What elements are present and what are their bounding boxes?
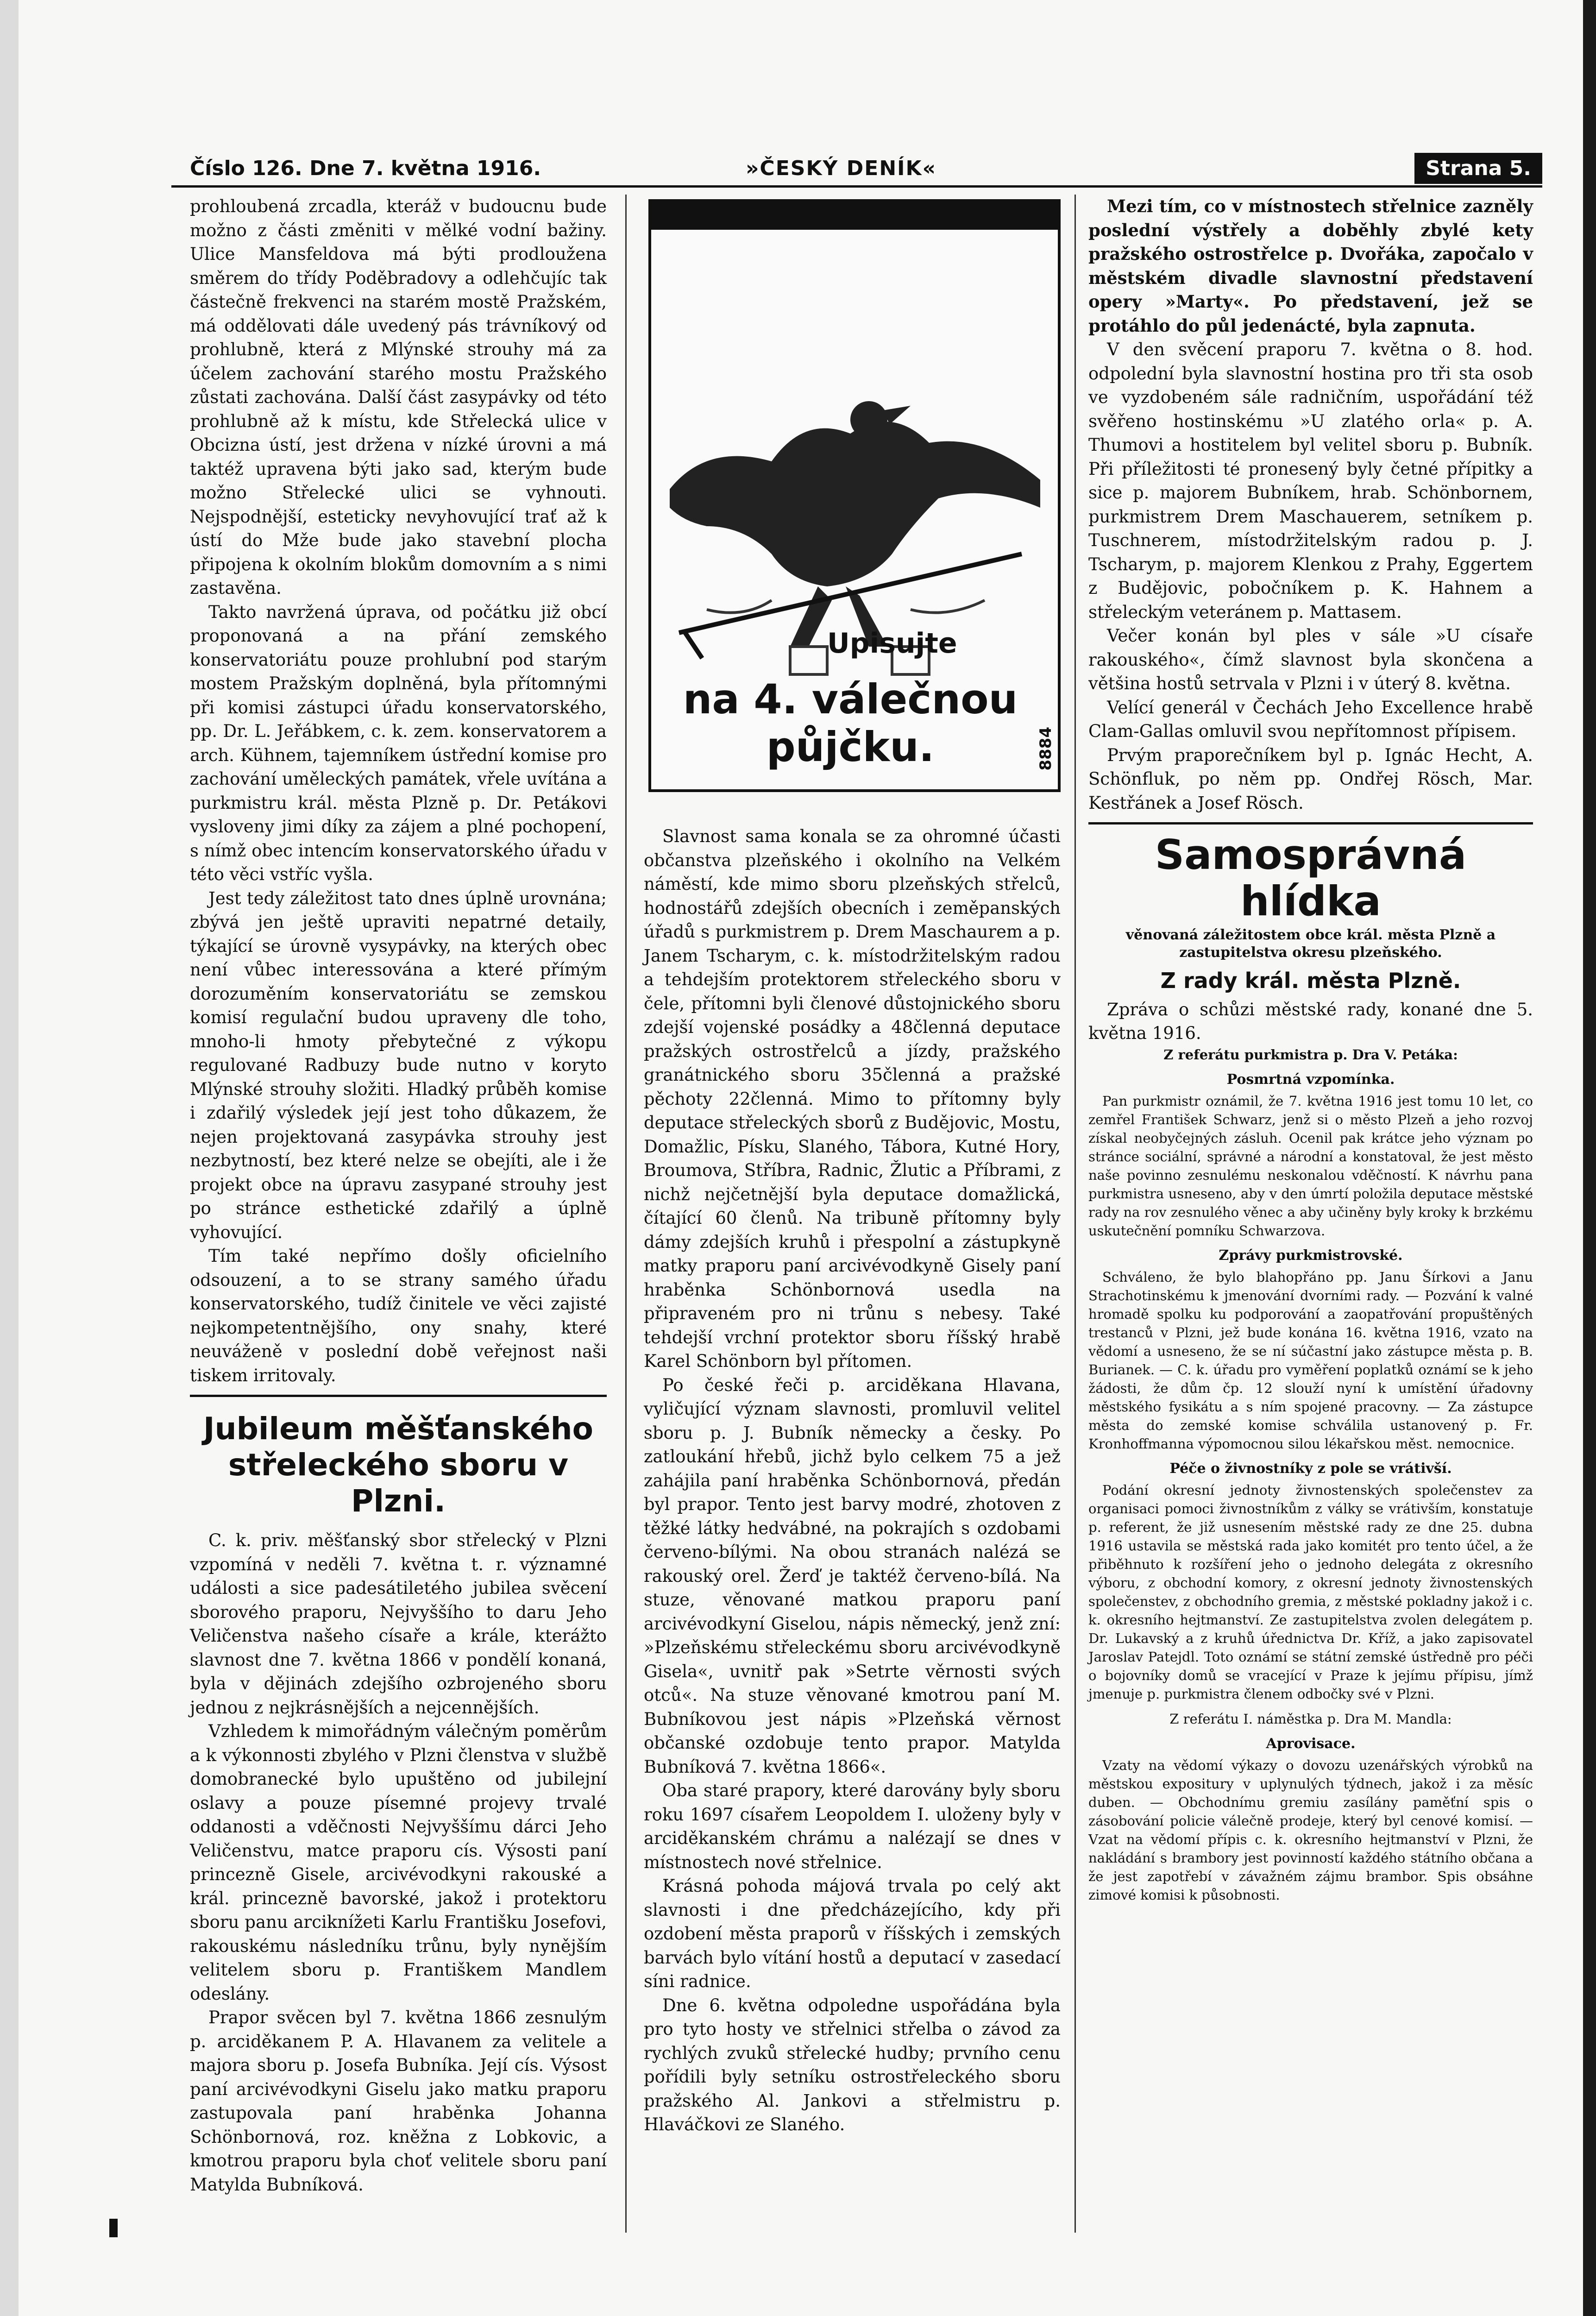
ad-code: 8884	[1037, 727, 1055, 771]
col2-paragraph-2: Po české řeči p. arciděkana Hlavana, vyličující význam slavnosti, promluvil velitel sboru p. J. Bubník německy a česky. Po zatloukání hřebů, jichž bylo celkem 75 a jež zahájila paní hraběnka Schönbornová, předán byl prapor. Tento jest barvy modré, zhotoven z těžké látky hedvábné, na pokrajích s ozdobami červeno-bílými. Na obou stranách nalézá se rakouský orel. Žerď je taktéž červeno-bílá. Na stuze, věnované matkou praporu paní arcivévodkyní Giselou, nápis německý, jenž zní: »Plzeňskému střeleckému sboru arcivévodkyně Gisela«, uvnitř pak »Setrte věrnosti svých otců«. Na stuze věnované kmotrou paní M. Bubníkovou jest nápis »Plzeňská věrnost občanské ozdobuje tento prapor. Matylda Bubníková 7. května 1866«.	[644, 1375, 1061, 1777]
veterans-care-heading: Péče o živnostníky z pole se vrátivší.	[1169, 1460, 1452, 1477]
deputy-report-heading: Z referátu I. náměstka p. Dra M. Mandla:	[1169, 1711, 1452, 1727]
col1-paragraph-7: Prapor svěcen byl 7. května 1866 zesnulým p. arciděkanem P. A. Hlavanem za velitele a majora sboru p. Josefa Bubníka. Její cís. Výsost paní arcivévodkyni Giselu jako matku praporu zastupovala paní hraběnka Johanna Schönbornová, roz. kněžna z Lobkovic, a kmotrou praporu byla choť velitele sboru paní Matylda Bubníková.	[190, 2008, 607, 2195]
col3-paragraph-5: Prvým praporečníkem byl p. Ignác Hecht, A. Schönfluk, po něm pp. Ondřej Rösch, Mar. Kestřánek a Josef Rösch.	[1088, 745, 1533, 813]
war-loan-advertisement	[648, 199, 1061, 792]
scan-edge	[1583, 0, 1596, 2316]
col2-paragraph-1: Slavnost sama konala se za ohromné účasti občanstva plzeňského i okolního na Velkém náměstí, kde mimo sboru plzeňských střelců, hodnostářů zdejších obecních i zeměpanských úřadů s purkmistrem p. Drem Maschaurem a p. Janem Tscharym, c. k. místodržitelským radou a tehdejším protektorem střeleckého sboru v čele, přítomni byli členové důstojnického sboru zdejší vojenské posádky a 48členná deputace pražských ostrostřelců a jízdy, pražského granátnického sboru 35členná a pražské pěchoty 22členná. Mimo to přítomny byly deputace střeleckých sborů z Budějovic, Mostu, Domažlic, Písku, Slaného, Tábora, Kutné Hory, Broumova, Stříbra, Radnic, Žlutic a Příbrami, z nichž nejčetnější byla deputace domažlická, čítající 60 členů. Na tribuně přítomny byly dámy zdejších kruhů i přespolní a zástupkyně matky praporu paní arcivévodkyně Gisely paní hraběnka Schönbornová usedla na připraveném pro ni trůnu s nebesy. Také tehdejší vrchní protektor sboru říšský hrabě Karel Schönborn byl přítomen.	[644, 826, 1061, 1371]
ad-headline: na 4. válečnou půjčku.	[683, 675, 1018, 771]
col2-paragraph-3: Oba staré prapory, které darovány byly sboru roku 1697 císařem Leopoldem I. uloženy byly v arciděkanském chrámu a nalézají se dnes v místnostech nové střelnice.	[644, 1781, 1061, 1872]
column-2	[644, 824, 1061, 2137]
col3-paragraph-4: Velící generál v Čechách Jeho Excellence hrabě Clam-Gallas omluvil svou nepřítomnost přípisem.	[1088, 697, 1533, 741]
column-3	[1088, 195, 1533, 1904]
newspaper-page	[19, 0, 1596, 2316]
col1-paragraph-3: Jest tedy záležitost tato dnes úplně urovnána; zbývá jen ještě upraviti nepatrné detaily, týkající se úrovně vysypávky, na kterých obec není vůbec interessována a které přímým dorozuměním konservatoriátu se zemskou komisí regulační budou upraveny dle toho, mnoho-li hmoty přebytečné z výkopu regulované Radbuzy bude nutno v koryto Mlýnské strouhy složiti. Hladký průběh komise i zdařilý výsledek její jest toho důkazem, že nejen projektovaná zasypávka strouhy jest nezbytností, bez které nelze se obejíti, ale i že projekt obce na úpravu zasypané strouhy jest po stránce esthetické zdařilý a úplně vyhovující.	[190, 888, 607, 1242]
provisioning-heading: Aprovisace.	[1266, 1735, 1356, 1752]
mayor-news-heading: Zprávy purkmistrovské.	[1219, 1247, 1403, 1264]
col2-paragraph-5: Dne 6. května odpoledne uspořádána byla pro tyto hosty ve střelnici střelba o závod za rychlých zvuků střelecké hudby; prvního cenu pořídili byly setníku ostrostřeleckého sboru pražského Al. Jankovi a střelmistru p. Hlaváčkovi ze Slaného.	[644, 1995, 1061, 2134]
col3-paragraph-1: Mezi tím, co v místnostech střelnice zazněly poslední výstřely a doběhly zbylé kety pražského ostrostřelce p. Dvořáka, započalo v městském divadle slavnostní představení opery »Marty«. Po představení, jež se protáhlo do půl jedenácté, byla zapnuta.	[1088, 196, 1533, 336]
council-report-intro: Zpráva o schůzi městské rady, konané dne 5. května 1916.	[1088, 999, 1533, 1043]
col3-paragraph-2: V den svěcení praporu 7. května o 8. hod. odpolední byla slavnostní hostina pro tři sta osob ve vyzdobeném sále radničním, uspořádání též svěřeno hostinskému »U zlatého orla« p. A. Thumovi a hostitelem byl velitel sboru p. Bubník. Při příležitosti té pronesený byly četné přípitky a sice p. majorem Bubníkem, hrab. Schönbornem, purkmistrem Drem Maschauerem, setníkem p. Tuschnerem, místodržitelským radou p. J. Tscharym, p. majorem Klenkou z Prahy, Eggertem z Budějovic, pobočníkem p. K. Hahnem a střeleckým veteránem p. Mattasem.	[1088, 340, 1533, 622]
council-heading: Z rady král. města Plzně.	[1160, 968, 1461, 993]
section-rule	[190, 1395, 607, 1397]
ad-subscribe-text: Upisujte	[827, 627, 957, 660]
col1-paragraph-5: C. k. priv. měšťanský sbor střelecký v Plzni vzpomíná v neděli 7. května t. r. významné události a sice padesátiletého jubilea svěcení sborového praporu, Nejvyššího to daru Jeho Veličenstva našeho císaře a krále, kterážto slavnost dne 7. května 1866 v pondělí konaná, byla v dějinách zdejšího ozbrojeného sboru jednou z nejkrásnějších a nejcennějších.	[190, 1530, 607, 1718]
mayor-news-text: Schváleno, že bylo blahopřáno pp. Janu Šírkovi a Janu Strachotinskému k jmenování dvorními rady. — Pozvání k valné hromadě spolku ku podporování a zaopatřování propuštěných trestanců v Plzni, jež bude konána 16. května 1916, vzato na vědomí a usneseno, že se ní súčastní jako zástupce města p. B. Burianek. — C. k. úřadu pro vyměření poplatků oznámí se k jeho žádosti, že dům čp. 12 slouží nyní k umístění úřadovny městského fysikátu a s ním spojené pracovny. — Za zástupce města do zemské komise schválila ustanovený p. Fr. Kronhoffmanna výpomocnou silou lékařskou měst. nemocnice.	[1088, 1269, 1533, 1452]
column-divider-2	[1074, 195, 1076, 2233]
memorial-heading: Posmrtná vzpomínka.	[1226, 1071, 1395, 1088]
col1-paragraph-1: prohloubená zrcadla, kteráž v budoucnu bude možno z části změniti v mělké vodní bažiny. Ulice Mansfeldova má býti prodloužena směrem do třídy Poděbradovy a odlehčujíc tak částečně frekvenci na starém mostě Pražském, má oddělovati dále uvedený pás trávníkový od prohlubně, která z Mlýnské strouhy má za účelem zachování starého mostu Pražského zůstati zachována. Další část zasypávky od této prohlubně až k místu, kde Střelecká ulice v Obcizna ústí, jest držena v nízké úrovni a má taktéž upravena býti jako sad, kterým bude možno Střelecké ulici se vyhnouti. Nejspodnější, esteticky nevyhovující trať až k ústí do Mže bude jako stavební plocha připojena k okolním blokům domovním a s nimi zastavěna.	[190, 196, 607, 598]
column-divider-1	[625, 195, 627, 2233]
newspaper-title: »ČESKÝ DENÍK«	[746, 157, 937, 180]
margin-mark	[109, 2219, 118, 2237]
mayor-report-heading: Z referátu purkmistra p. Dra V. Petáka:	[1163, 1046, 1458, 1063]
provisioning-text: Vzaty na vědomí výkazy o dovozu uzenářských výrobků na městskou expositury v uplynulých týdnech, jakož i za měsíc duben. — Obchodnímu gremiu zasílány paměťní spis o zásobování policie válečně prodeje, který byl cenové komisí. — Vzat na vědomí přípis c. k. okresního hejtmanství v Plzni, že nakládání s brambory jest povinností každého státního občana a že jest zapotřebí v závažném zájmu brambor. Spis obsáhne zimové komisi k působnosti.	[1088, 1757, 1533, 1903]
section-rule-2	[1088, 822, 1533, 824]
column-1	[190, 195, 607, 2196]
col3-paragraph-3: Večer konán byl ples v sále »U císaře rakouského«, čímž slavnost byla skončena a většina hostů setrvala v Plzni i v úterý 8. května.	[1088, 626, 1533, 693]
veterans-care-text: Podání okresní jednoty živnostenských společenstev za organisaci pomoci živnostníkům z války se vrátivším, konstatuje p. referent, že již usnesením městské rady ze dne 25. dubna 1916 ustavila se městská rada jako komitét pro tento účel, a že přiběhnuto k rozšíření jeho o jednoho delegáta z okresního výboru, z obchodní komory, z okresní jednoty živnostenských společenstev, z obchodního gremia, z městské pokladny jakož i c. k. okresního hejtmanství. Ze zastupitelstva zvolen delegátem p. Dr. Lukavský a z kruhů úřednictva Dr. Kříž, a jako zapisovatel Jaroslav Patejdl. Toto oznámí se státní zemské ústředně pro péči o bojovníky domů se vracející v Praze k jejímu přípisu, jímž jmenuje p. purkmistra členem odbočky své v Plzni.	[1088, 1482, 1533, 1702]
col1-paragraph-2: Takto navržená úprava, od počátku již obcí proponovaná a na přání zemského konservatoriátu pouze prohlubní pod starým mostem Pražským doplněná, byla přítomnými při komisi zástupci úřadu konservatorského, pp. Dr. L. Jeřábkem, c. k. zem. konservatorem a arch. Kühnem, tajemníkem ústřední komise pro zachování uměleckých památek, vřele uvítána a purkmistru král. města Plzně p. Dr. Petákovi vysloveny jimi díky za zájem a plné pochopení, s nímž obec intencím konservatorského úřadu v této věci vstříc vyšla.	[190, 602, 607, 884]
issue-number-date: Číslo 126. Dne 7. května 1916.	[190, 157, 541, 180]
memorial-text: Pan purkmistr oznámil, že 7. května 1916 jest tomu 10 let, co zemřel František Schwarz, jenž si o město Plzeň a jeho rozvoj získal neobyčejných zásluh. Ocenil pak krátce jeho význam po stránce sociální, správné a národní a konstatoval, že jest město naše povinno zesnulému neskonalou vděčností. K návrhu pana purkmistra usneseno, aby v den úmrtí položila deputace městské rady na rov zesnulého věnec a aby učiněny byly kroky k brzkému uskutečnění pomníku Schwarzova.	[1088, 1093, 1533, 1239]
col2-paragraph-4: Krásná pohoda májová trvala po celý akt slavnosti i dne předcházejícího, kdy při ozdobení města praporů v říšských i zemských barvách bylo vítání hostů a deputací v zasedací síni radnice.	[644, 1876, 1061, 1991]
page-header	[171, 153, 1542, 188]
council-report	[1088, 1045, 1533, 1904]
page-number: Strana 5.	[1414, 153, 1542, 184]
article-headline: Jubileum měšťanského střeleckého sboru v Plzni.	[203, 1411, 593, 1519]
section-subtitle: věnovaná záležitostem obce král. města Plzně a zastupitelstva okresu plzeňského.	[1125, 927, 1496, 961]
col1-paragraph-6: Vzhledem k mimořádným válečným poměrům a k výkonnosti zbylého v Plzni členstva v službě domobranecké bylo upuštěno od jubilejní oslavy a pouze písemné projevy trvalé oddanosti a vděčnosti Nejvyššímu dárci Jeho Veličenstvu, matce praporu cís. Výsosti paní princezně Gisele, arcivévodkyni rakouské a král. princezně bavorské, jakož i protektoru sboru panu arciknížeti Karlu Františku Josefovi, rakouskému následníku trůnu, byly nynějším velitelem sboru p. Františkem Mandlem odeslány.	[190, 1721, 607, 2004]
col1-paragraph-4: Tím také nepřímo došly oficielního odsouzení, a to se strany samého úřadu konservatorského, tudíž činitele ve věci zajisté nejkompetentnějšího, ony snahy, které neuváženě v poslední době veřejnost naši tiskem irritovaly.	[190, 1246, 607, 1385]
section-title: Samosprávná hlídka	[1155, 831, 1467, 925]
